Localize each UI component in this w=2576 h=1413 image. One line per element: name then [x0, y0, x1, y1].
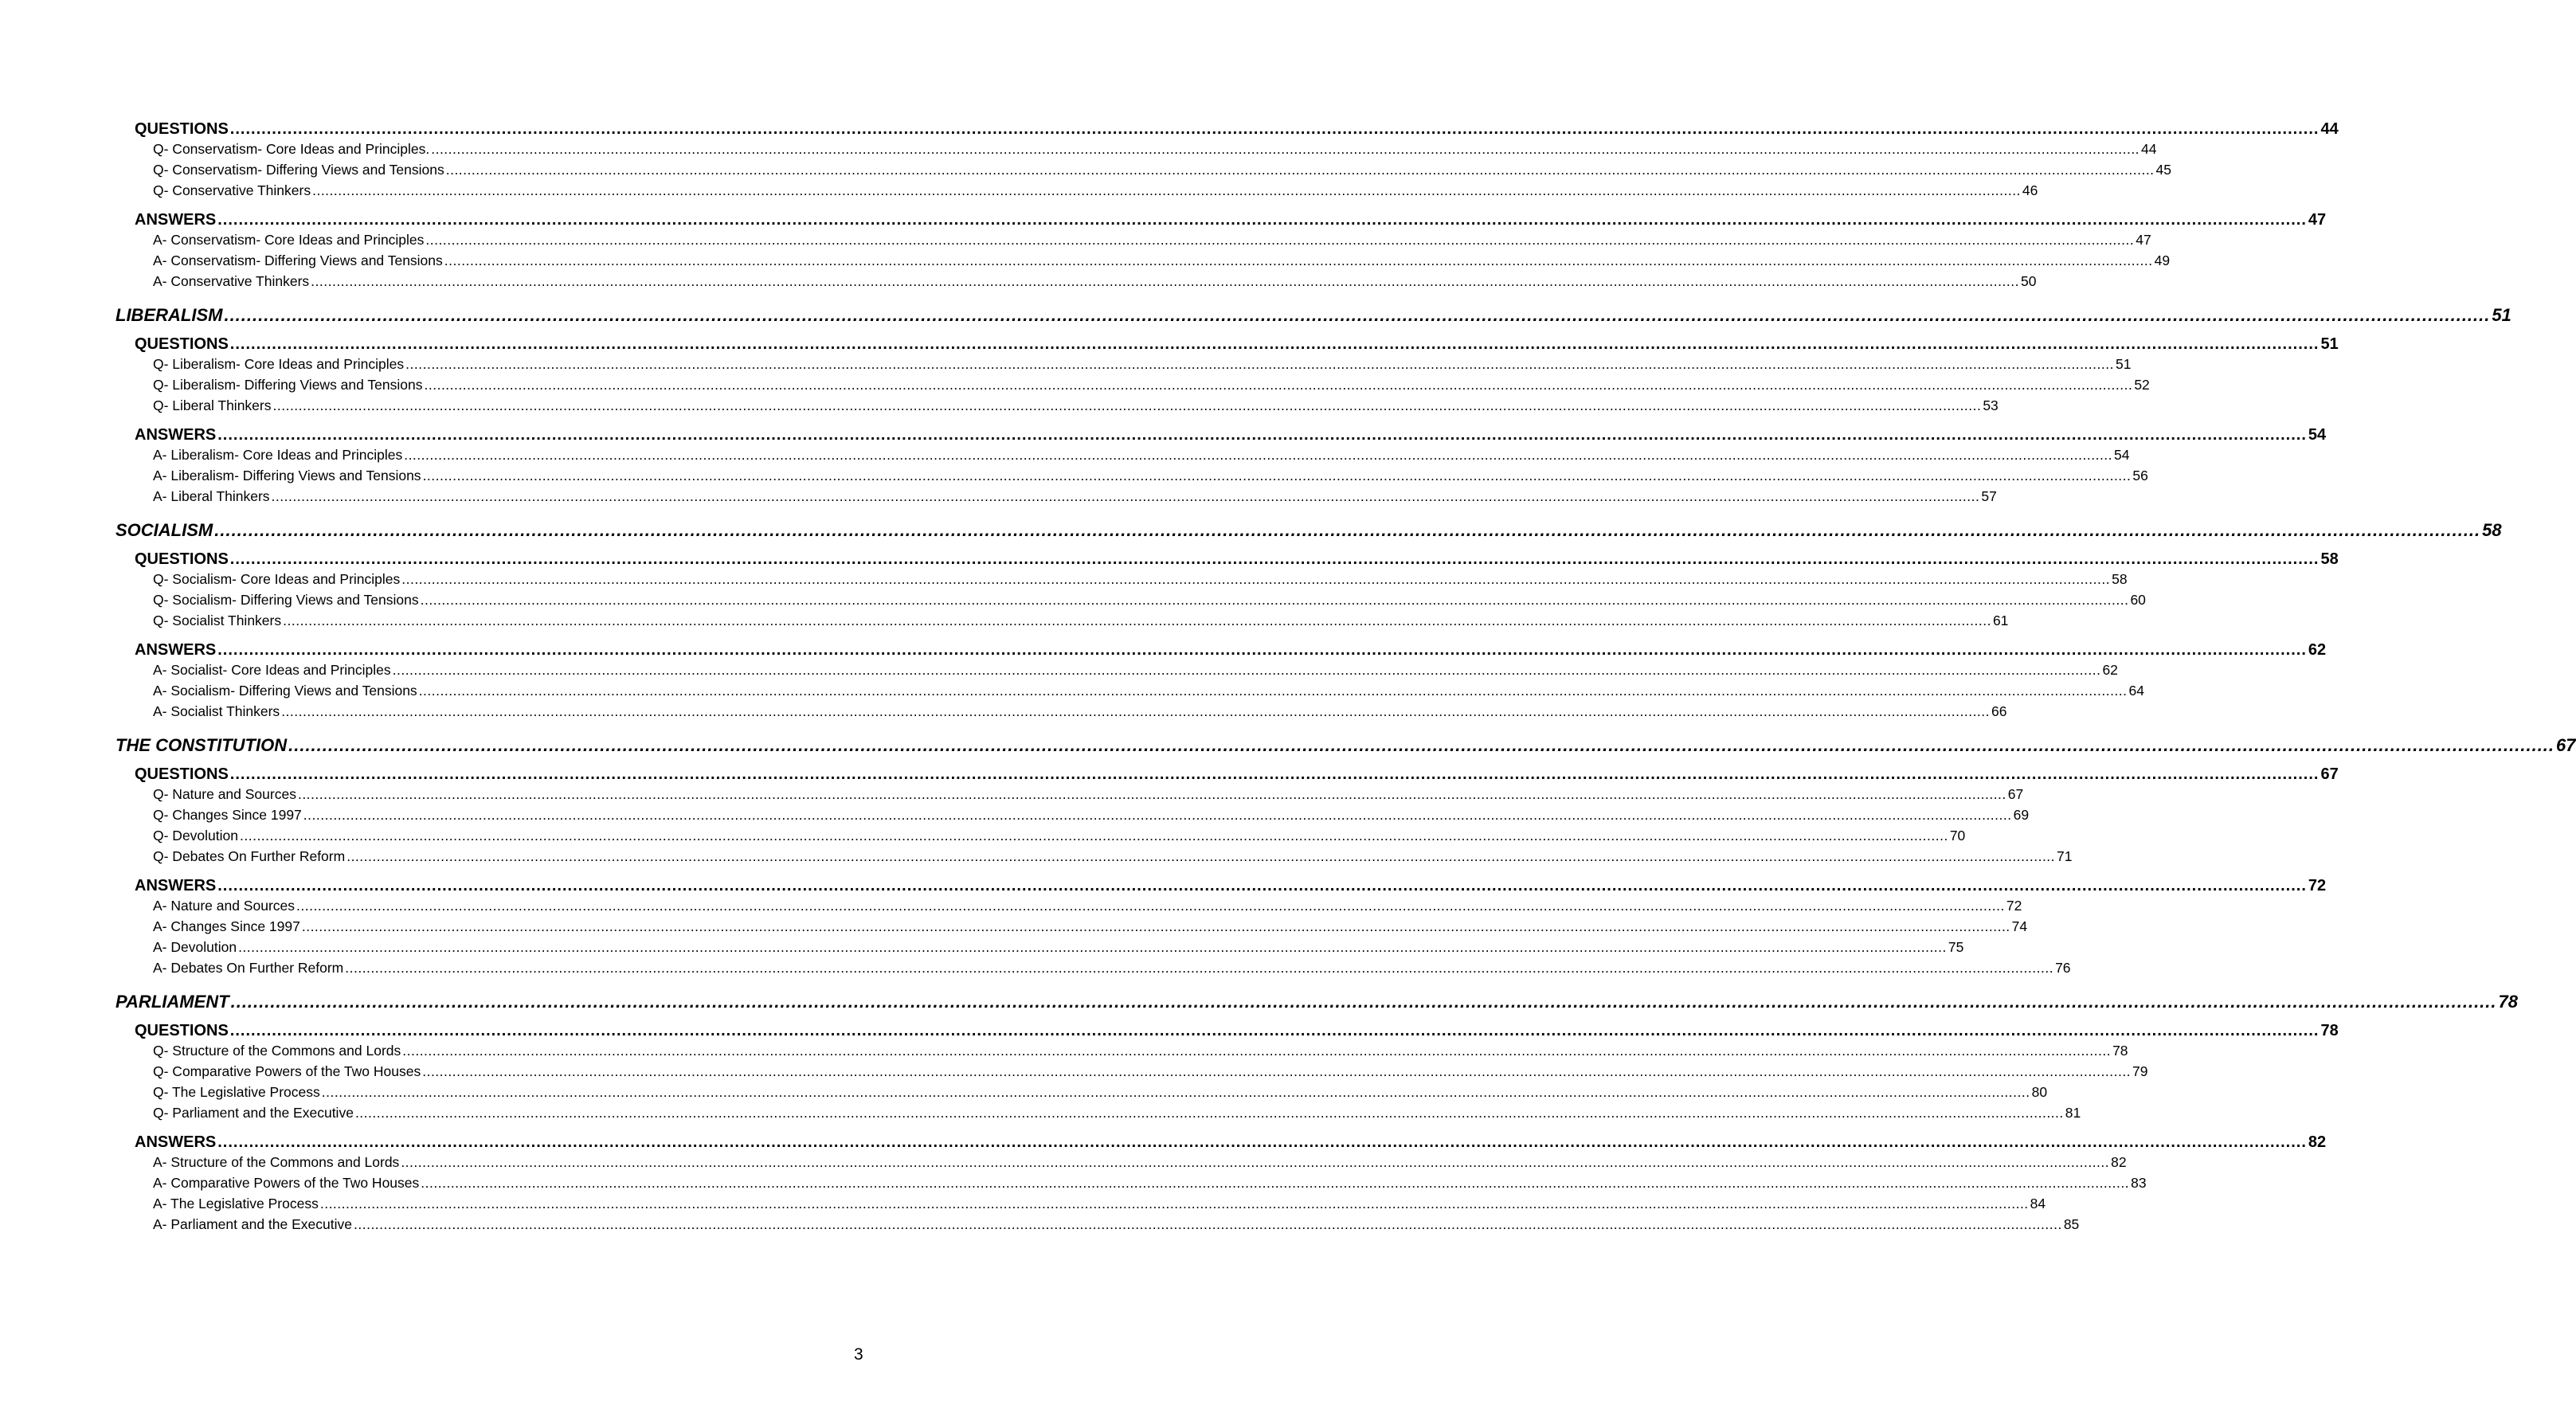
toc-item[interactable]	[153, 571, 2128, 592]
toc-section-heading[interactable]	[135, 550, 2339, 571]
dot-leader: ................................................................................................................................................................................................................................................................................................................................................................................................................	[431, 141, 2140, 157]
toc-item[interactable]	[153, 162, 2172, 182]
dot-leader: ................................................................................................................................................................................................................................................................................................................................................................................................................	[296, 898, 2005, 914]
toc-entry-title: Q- Socialist Thinkers	[153, 613, 282, 628]
toc-page-number: 60	[2130, 592, 2146, 608]
toc-part-heading[interactable]	[115, 735, 2576, 757]
dot-leader: ................................................................................................................................................................................................................................................................................................................................................................................................................	[297, 786, 2006, 802]
dot-leader: ................................................................................................................................................................................................................................................................................................................................................................................................................	[230, 992, 2497, 1012]
toc-page-number: 78	[2320, 1022, 2339, 1039]
toc-page-number: 44	[2320, 120, 2339, 138]
toc-page-number: 76	[2055, 960, 2071, 976]
toc-page-number: 45	[2155, 162, 2172, 178]
toc-entry-title: A- Changes Since 1997	[153, 918, 300, 934]
toc-item[interactable]	[153, 182, 2038, 203]
toc-entry-title: ANSWERS	[135, 877, 217, 894]
toc-page-number: 72	[2006, 898, 2022, 914]
toc-page-number: 67	[2556, 735, 2576, 755]
toc-item[interactable]	[153, 683, 2144, 703]
toc-part-heading[interactable]	[115, 305, 2511, 327]
toc-entry-title: QUESTIONS	[135, 120, 229, 138]
dot-leader: ................................................................................................................................................................................................................................................................................................................................................................................................................	[425, 232, 2135, 248]
toc-section-heading[interactable]	[135, 120, 2339, 141]
dot-leader: ................................................................................................................................................................................................................................................................................................................................................................................................................	[354, 1105, 2064, 1121]
dot-leader: ................................................................................................................................................................................................................................................................................................................................................................................................................	[283, 613, 1991, 628]
toc-entry-title: THE CONSTITUTION	[115, 735, 288, 755]
dot-leader: ................................................................................................................................................................................................................................................................................................................................................................................................................	[319, 1196, 2029, 1211]
toc-entry-title: ANSWERS	[135, 211, 217, 229]
toc-page-number: 74	[2011, 918, 2028, 934]
toc-entry-title: Q- Devolution	[153, 828, 238, 843]
toc-page-number: 83	[2131, 1175, 2147, 1191]
table-of-contents	[0, 120, 2576, 1237]
toc-entry-title: A- Debates On Further Reform	[153, 960, 344, 976]
dot-leader: ................................................................................................................................................................................................................................................................................................................................................................................................................	[229, 765, 2320, 783]
toc-entry-title: A- Parliament and the Executive	[153, 1216, 352, 1232]
toc-item[interactable]	[153, 468, 2148, 488]
dot-leader: ................................................................................................................................................................................................................................................................................................................................................................................................................	[229, 120, 2320, 138]
toc-entry-title: Q- Liberal Thinkers	[153, 397, 272, 413]
toc-item[interactable]	[153, 662, 2118, 683]
toc-page-number: 78	[2498, 992, 2518, 1012]
dot-leader: ................................................................................................................................................................................................................................................................................................................................................................................................................	[405, 356, 2114, 372]
toc-page-number: 54	[2114, 447, 2130, 463]
toc-page-number: 47	[2308, 211, 2327, 229]
dot-leader: ................................................................................................................................................................................................................................................................................................................................................................................................................	[217, 211, 2307, 229]
toc-page-number: 51	[2320, 335, 2339, 353]
toc-page-number: 56	[2132, 468, 2148, 483]
toc-page-number: 85	[2063, 1216, 2080, 1232]
dot-leader: ................................................................................................................................................................................................................................................................................................................................................................................................................	[272, 397, 1982, 413]
dot-leader: ................................................................................................................................................................................................................................................................................................................................................................................................................	[424, 377, 2133, 393]
toc-entry-title: A- The Legislative Process	[153, 1196, 319, 1211]
toc-page-number: 52	[2134, 377, 2150, 393]
dot-leader: ................................................................................................................................................................................................................................................................................................................................................................................................................	[281, 703, 1991, 719]
toc-entry-title: A- Nature and Sources	[153, 898, 296, 914]
toc-page-number: 67	[2320, 765, 2339, 783]
toc-entry-title: A- Liberalism- Differing Views and Tensions	[153, 468, 421, 483]
toc-page-number: 71	[2057, 848, 2073, 864]
toc-page-number: 47	[2136, 232, 2151, 248]
toc-item[interactable]	[153, 786, 2024, 807]
toc-item[interactable]	[153, 807, 2030, 828]
dot-leader: ................................................................................................................................................................................................................................................................................................................................................................................................................	[303, 807, 2012, 823]
toc-page-number: 46	[2022, 182, 2038, 198]
dot-leader: ................................................................................................................................................................................................................................................................................................................................................................................................................	[288, 735, 2555, 755]
toc-entry-title: Q- Conservatism- Core Ideas and Principles.	[153, 141, 430, 157]
toc-entry-title: QUESTIONS	[135, 765, 229, 783]
dot-leader: ................................................................................................................................................................................................................................................................................................................................................................................................................	[422, 468, 2132, 483]
toc-item[interactable]	[153, 273, 2037, 294]
toc-section-heading[interactable]	[135, 765, 2339, 786]
dot-leader: ................................................................................................................................................................................................................................................................................................................................................................................................................	[312, 182, 2021, 198]
toc-page-number: 51	[2115, 356, 2132, 372]
toc-page-number: 53	[1983, 397, 1999, 413]
dot-leader: ................................................................................................................................................................................................................................................................................................................................................................................................................	[229, 1022, 2320, 1039]
page-number: 3	[854, 1345, 863, 1364]
dot-leader: ................................................................................................................................................................................................................................................................................................................................................................................................................	[229, 335, 2320, 353]
toc-section-heading[interactable]	[135, 641, 2327, 662]
toc-item[interactable]	[153, 828, 1966, 848]
toc-entry-title: LIBERALISM	[115, 305, 223, 325]
toc-item[interactable]	[153, 447, 2130, 468]
toc-part-heading[interactable]	[115, 520, 2502, 542]
toc-page-number: 50	[2020, 273, 2037, 289]
dot-leader: ................................................................................................................................................................................................................................................................................................................................................................................................................	[217, 1133, 2307, 1151]
toc-item[interactable]	[153, 1063, 2148, 1084]
dot-leader: ................................................................................................................................................................................................................................................................................................................................................................................................................	[321, 1084, 2030, 1100]
toc-entry-title: Q- Conservatism- Differing Views and Tensions	[153, 162, 444, 178]
toc-page-number: 82	[2111, 1154, 2127, 1170]
toc-item[interactable]	[153, 1105, 2081, 1125]
toc-item[interactable]	[153, 1175, 2147, 1196]
toc-page-number: 58	[2320, 550, 2339, 568]
toc-entry-title: A- Liberal Thinkers	[153, 488, 270, 504]
toc-item[interactable]	[153, 397, 1999, 418]
dot-leader: ................................................................................................................................................................................................................................................................................................................................................................................................................	[345, 960, 2054, 976]
toc-item[interactable]	[153, 898, 2022, 918]
dot-leader: ................................................................................................................................................................................................................................................................................................................................................................................................................	[444, 252, 2153, 268]
toc-page-number: 62	[2308, 641, 2327, 659]
toc-item[interactable]	[153, 939, 1964, 960]
toc-entry-title: Q- Liberalism- Differing Views and Tensions	[153, 377, 423, 393]
dot-leader: ................................................................................................................................................................................................................................................................................................................................................................................................................	[420, 592, 2129, 608]
toc-entry-title: A- Conservatism- Core Ideas and Principles	[153, 232, 425, 248]
toc-item[interactable]	[153, 1216, 2080, 1237]
dot-leader: ................................................................................................................................................................................................................................................................................................................................................................................................................	[422, 1063, 2132, 1079]
toc-entry-title: ANSWERS	[135, 1133, 217, 1151]
dot-leader: ................................................................................................................................................................................................................................................................................................................................................................................................................	[311, 273, 2019, 289]
dot-leader: ................................................................................................................................................................................................................................................................................................................................................................................................................	[401, 571, 2111, 587]
toc-item[interactable]	[153, 356, 2132, 377]
toc-entry-title: A- Socialist- Core Ideas and Principles	[153, 662, 391, 678]
toc-item[interactable]	[153, 613, 2009, 633]
dot-leader: ................................................................................................................................................................................................................................................................................................................................................................................................................	[301, 918, 2010, 934]
toc-entry-title: A- Devolution	[153, 939, 237, 955]
toc-entry-title: Q- Conservative Thinkers	[153, 182, 311, 198]
toc-entry-title: A- Liberalism- Core Ideas and Principles	[153, 447, 403, 463]
toc-section-heading[interactable]	[135, 877, 2327, 898]
toc-page-number: 44	[2141, 141, 2157, 157]
toc-page-number: 78	[2112, 1043, 2128, 1059]
toc-page-number: 64	[2128, 683, 2144, 699]
toc-page-number: 70	[1949, 828, 1966, 843]
toc-entry-title: Q- Structure of the Commons and Lords	[153, 1043, 401, 1059]
toc-page-number: 58	[2482, 520, 2502, 540]
dot-leader: ................................................................................................................................................................................................................................................................................................................................................................................................................	[354, 1216, 2062, 1232]
toc-page-number: 79	[2132, 1063, 2148, 1079]
toc-entry-title: PARLIAMENT	[115, 992, 229, 1012]
toc-page-number: 84	[2030, 1196, 2046, 1211]
toc-entry-title: A- Socialist Thinkers	[153, 703, 280, 719]
toc-entry-title: Q- Changes Since 1997	[153, 807, 302, 823]
toc-item[interactable]	[153, 252, 2171, 273]
dot-leader: ................................................................................................................................................................................................................................................................................................................................................................................................................	[271, 488, 1980, 504]
dot-leader: ................................................................................................................................................................................................................................................................................................................................................................................................................	[445, 162, 2155, 178]
dot-leader: ................................................................................................................................................................................................................................................................................................................................................................................................................	[346, 848, 2056, 864]
toc-page-number: 51	[2492, 305, 2511, 325]
toc-entry-title: A- Conservatism- Differing Views and Tensions	[153, 252, 443, 268]
toc-page-number: 69	[2013, 807, 2030, 823]
toc-page-number: 67	[2007, 786, 2024, 802]
toc-item[interactable]	[153, 232, 2151, 252]
toc-item[interactable]	[153, 1084, 2048, 1105]
toc-entry-title: A- Conservative Thinkers	[153, 273, 310, 289]
toc-entry-title: A- Comparative Powers of the Two Houses	[153, 1175, 420, 1191]
toc-page-number: 62	[2102, 662, 2118, 678]
dot-leader: ................................................................................................................................................................................................................................................................................................................................................................................................................	[214, 520, 2481, 540]
toc-entry-title: Q- Socialism- Core Ideas and Principles	[153, 571, 401, 587]
toc-entry-title: Q- Comparative Powers of the Two Houses	[153, 1063, 421, 1079]
toc-item[interactable]	[153, 848, 2073, 869]
toc-item[interactable]	[153, 960, 2071, 980]
dot-leader: ................................................................................................................................................................................................................................................................................................................................................................................................................	[392, 662, 2101, 678]
toc-page-number: 81	[2065, 1105, 2081, 1121]
toc-section-heading[interactable]	[135, 426, 2327, 447]
toc-entry-title: QUESTIONS	[135, 550, 229, 568]
toc-page-number: 58	[2112, 571, 2128, 587]
toc-entry-title: QUESTIONS	[135, 1022, 229, 1039]
dot-leader: ................................................................................................................................................................................................................................................................................................................................................................................................................	[240, 828, 1948, 843]
dot-leader: ................................................................................................................................................................................................................................................................................................................................................................................................................	[418, 683, 2128, 699]
toc-entry-title: Q- Nature and Sources	[153, 786, 296, 802]
dot-leader: ................................................................................................................................................................................................................................................................................................................................................................................................................	[217, 877, 2307, 894]
toc-entry-title: Q- Parliament and the Executive	[153, 1105, 354, 1121]
toc-page-number: 61	[1992, 613, 2009, 628]
toc-entry-title: SOCIALISM	[115, 520, 213, 540]
toc-entry-title: QUESTIONS	[135, 335, 229, 353]
toc-page-number: 75	[1948, 939, 1964, 955]
toc-entry-title: ANSWERS	[135, 426, 217, 444]
toc-entry-title: Q- Debates On Further Reform	[153, 848, 346, 864]
dot-leader: ................................................................................................................................................................................................................................................................................................................................................................................................................	[217, 426, 2307, 444]
toc-item[interactable]	[153, 918, 2028, 939]
dot-leader: ................................................................................................................................................................................................................................................................................................................................................................................................................	[224, 305, 2491, 325]
toc-entry-title: Q- Liberalism- Core Ideas and Principles	[153, 356, 405, 372]
toc-page-number: 82	[2308, 1133, 2327, 1151]
toc-item[interactable]	[153, 141, 2157, 162]
toc-section-heading[interactable]	[135, 211, 2327, 232]
toc-item[interactable]	[153, 1043, 2128, 1063]
toc-entry-title: Q- The Legislative Process	[153, 1084, 320, 1100]
dot-leader: ................................................................................................................................................................................................................................................................................................................................................................................................................	[238, 939, 1947, 955]
toc-item[interactable]	[153, 703, 2007, 724]
toc-item[interactable]	[153, 1196, 2046, 1216]
toc-page-number: 49	[2154, 252, 2171, 268]
toc-entry-title: A- Structure of the Commons and Lords	[153, 1154, 400, 1170]
toc-item[interactable]	[153, 592, 2146, 613]
toc-page-number: 80	[2031, 1084, 2048, 1100]
toc-item[interactable]	[153, 377, 2150, 397]
dot-leader: ................................................................................................................................................................................................................................................................................................................................................................................................................	[421, 1175, 2130, 1191]
toc-page-number: 66	[1991, 703, 2007, 719]
toc-page-number: 57	[1981, 488, 1997, 504]
toc-page-number: 72	[2308, 877, 2327, 894]
toc-item[interactable]	[153, 488, 1997, 509]
dot-leader: ................................................................................................................................................................................................................................................................................................................................................................................................................	[404, 447, 2113, 463]
dot-leader: ................................................................................................................................................................................................................................................................................................................................................................................................................	[217, 641, 2307, 659]
toc-item[interactable]	[153, 1154, 2127, 1175]
toc-section-heading[interactable]	[135, 1133, 2327, 1154]
dot-leader: ................................................................................................................................................................................................................................................................................................................................................................................................................	[401, 1154, 2110, 1170]
toc-section-heading[interactable]	[135, 335, 2339, 356]
toc-entry-title: A- Socialism- Differing Views and Tensions	[153, 683, 417, 699]
dot-leader: ................................................................................................................................................................................................................................................................................................................................................................................................................	[402, 1043, 2112, 1059]
toc-part-heading[interactable]	[115, 992, 2518, 1014]
toc-entry-title: Q- Socialism- Differing Views and Tensions	[153, 592, 419, 608]
dot-leader: ................................................................................................................................................................................................................................................................................................................................................................................................................	[229, 550, 2320, 568]
toc-page-number: 54	[2308, 426, 2327, 444]
toc-section-heading[interactable]	[135, 1022, 2339, 1043]
toc-entry-title: ANSWERS	[135, 641, 217, 659]
